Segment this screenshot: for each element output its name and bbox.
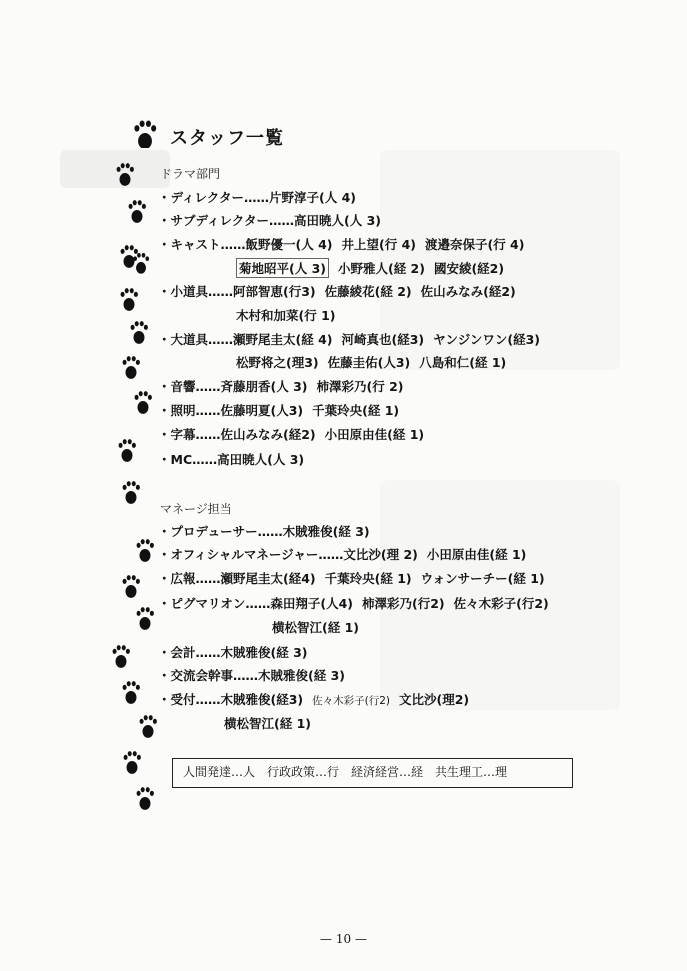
staff-row-reception xyxy=(158,690,469,708)
role-label: ・大道具…… xyxy=(158,332,234,347)
staff-row-official-manager xyxy=(158,545,526,563)
legend-item: 経済経営…経 xyxy=(351,765,424,779)
staff-name: 千葉玲央(経 1) xyxy=(324,571,412,586)
section-heading-drama: ドラマ部門 xyxy=(160,167,221,181)
paw-print-icon xyxy=(131,250,151,274)
role-label: ・受付…… xyxy=(158,692,221,707)
paw-print-icon xyxy=(118,285,140,311)
role-label: ・交流会幹事…… xyxy=(158,668,259,683)
staff-row-subtitles xyxy=(158,425,424,443)
staff-name: 佐藤圭佑(人3) xyxy=(327,355,411,370)
staff-name: 渡邉奈保子(行 4) xyxy=(424,237,525,252)
staff-row-accounting xyxy=(158,643,308,661)
staff-row-producer xyxy=(158,522,370,540)
staff-row-sound xyxy=(158,377,403,395)
section-heading-manager: マネージ担当 xyxy=(160,502,232,516)
paw-print-icon xyxy=(116,436,138,462)
legend-item: 共生理工…理 xyxy=(435,765,508,779)
staff-name: 小田原由佳(経 1) xyxy=(426,547,527,562)
staff-name: 文比沙(理 2) xyxy=(343,547,418,562)
role-label: ・字幕…… xyxy=(158,427,221,442)
staff-name: ウォンサーチー(経 1) xyxy=(420,571,545,586)
staff-name: 松野将之(理3) xyxy=(236,355,319,370)
staff-name: 佐藤綾花(経 2) xyxy=(324,284,412,299)
paw-print-icon xyxy=(134,604,156,630)
staff-name: 千葉玲央(経 1) xyxy=(312,403,400,418)
staff-name: 瀬野尾圭太(経4) xyxy=(220,571,316,586)
role-label: ・サブディレクター…… xyxy=(158,213,295,228)
staff-row-mc xyxy=(158,450,304,468)
page-number: — 10 — xyxy=(320,932,367,946)
staff-name: 木賊雅俊(経3) xyxy=(220,692,304,707)
staff-name: 高田暁人(人 3) xyxy=(294,213,381,228)
staff-name: 阿部智恵(行3) xyxy=(233,284,316,299)
staff-name: 横松智江(経 1) xyxy=(224,716,311,731)
role-label: ・会計…… xyxy=(158,645,221,660)
legend-item: 行政政策…行 xyxy=(267,765,340,779)
paw-print-icon xyxy=(128,318,150,344)
staff-name: 井上望(行 4) xyxy=(341,237,416,252)
paw-print-icon xyxy=(137,712,159,738)
staff-row-props xyxy=(158,282,516,300)
staff-name: 飯野優一(人 4) xyxy=(245,237,333,252)
staff-row-sub-director xyxy=(158,211,381,229)
role-label: ・オフィシャルマネージャー…… xyxy=(158,547,344,562)
staff-row-set-continued xyxy=(236,353,506,371)
role-label: ・照明…… xyxy=(158,403,221,418)
staff-row-exchange-organizer xyxy=(158,666,345,684)
staff-name: 横松智江(経 1) xyxy=(272,620,359,635)
faculty-legend-box xyxy=(172,758,573,788)
staff-name: 佐山みなみ(経2) xyxy=(220,427,316,442)
paw-print-icon xyxy=(120,572,142,598)
staff-row-set xyxy=(158,330,540,348)
paw-print-icon xyxy=(120,678,142,704)
staff-row-cast xyxy=(158,235,524,253)
paw-print-icon xyxy=(132,388,154,414)
staff-name: 八島和仁(経 1) xyxy=(419,355,507,370)
staff-name: 佐藤明夏(人3) xyxy=(220,403,304,418)
staff-name: 佐々木彩子(行2) xyxy=(453,596,549,611)
staff-name: 佐山みなみ(経2) xyxy=(420,284,516,299)
staff-row-publicity xyxy=(158,569,545,587)
staff-name: 木賊雅俊(経 3) xyxy=(220,645,308,660)
staff-name: 片野淳子(人 4) xyxy=(269,190,356,205)
role-label: ・ディレクター…… xyxy=(158,190,270,205)
paw-print-icon xyxy=(134,536,156,562)
staff-name: 森田翔子(人4) xyxy=(270,596,354,611)
paw-print-icon xyxy=(134,784,156,810)
staff-name: 木村和加菜(行 1) xyxy=(236,308,336,323)
staff-name: 柿澤彩乃(行 2) xyxy=(316,379,404,394)
role-label: ・小道具…… xyxy=(158,284,234,299)
role-label: ・キャスト…… xyxy=(158,237,246,252)
staff-name: 木賊雅俊(経 3) xyxy=(258,668,345,683)
staff-row-pygmalion xyxy=(158,594,549,612)
staff-name: 柿澤彩乃(行2) xyxy=(362,596,445,611)
staff-name: 文比沙(理2) xyxy=(399,692,470,707)
paw-print-icon xyxy=(121,748,143,774)
role-label: ・MC…… xyxy=(158,452,218,467)
staff-name: 小田原由佳(経 1) xyxy=(324,427,425,442)
staff-row-cast-continued xyxy=(236,258,504,278)
role-label: ・音響…… xyxy=(158,379,221,394)
staff-name: 佐々木彩子(行2) xyxy=(312,695,391,707)
legend-item: 人間発達…人 xyxy=(183,765,256,779)
staff-name: 河崎真也(経3) xyxy=(341,332,425,347)
role-label: ・ピグマリオン…… xyxy=(158,596,271,611)
staff-name: ヤンジンワン(経3) xyxy=(433,332,540,347)
staff-name: 木賊雅俊(経 3) xyxy=(282,524,370,539)
paw-print-icon xyxy=(126,197,148,223)
paw-print-icon xyxy=(130,118,160,148)
staff-row-lighting xyxy=(158,401,399,419)
paw-print-icon xyxy=(110,642,132,668)
staff-name: 國安綾(経2) xyxy=(433,261,505,276)
staff-row-reception-continued xyxy=(224,714,311,732)
paw-print-icon xyxy=(120,478,142,504)
staff-name: 小野雅人(経 2) xyxy=(337,261,425,276)
paw-print-icon xyxy=(120,353,142,379)
staff-row-director xyxy=(158,188,356,206)
staff-row-pygmalion-continued xyxy=(272,618,359,636)
staff-name: 菊地昭平(人 3) xyxy=(236,258,329,278)
role-label: ・プロデューサー…… xyxy=(158,524,283,539)
staff-name: 斉藤朋香(人 3) xyxy=(220,379,308,394)
staff-row-props-continued xyxy=(236,306,335,324)
staff-name: 瀬野尾圭太(経 4) xyxy=(233,332,333,347)
role-label: ・広報…… xyxy=(158,571,221,586)
staff-name: 高田暁人(人 3) xyxy=(217,452,305,467)
paw-print-icon xyxy=(114,160,136,186)
page-title: スタッフ一覧 xyxy=(170,128,284,149)
